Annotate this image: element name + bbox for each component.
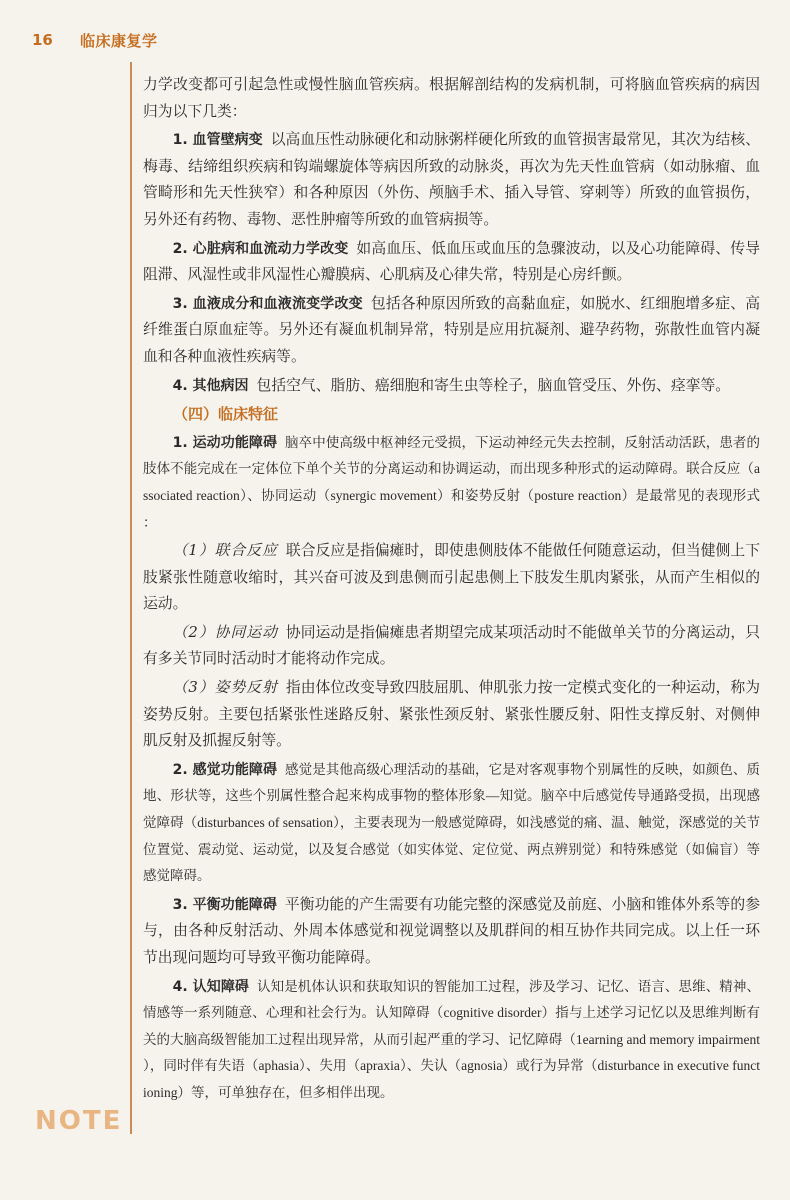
cause-text-1: 以高血压性动脉硬化和动脉粥样硬化所致的血管损害最常见，其次为结核、梅毒、结缔组织疾病和钩端螺旋体等病因所致的动脉炎，再次为先天性血管病（如动脉瘤、血管畸形和先天性狭窄）和各种原因（外伤、颅脑手术、插入导管、穿刺等）所致的血管损伤，另外还有药物、毒物、恶性肿瘤等所致的血管病损等。 [143, 131, 760, 228]
section-heading-clinical-features: （四）临床特征 [173, 405, 279, 424]
cause-text-4: 包括空气、脂肪、癌细胞和寄生虫等栓子，脑血管受压、外伤、痉挛等。 [256, 376, 731, 394]
feature-cognitive [143, 974, 760, 1107]
cause-item-1 [143, 127, 760, 233]
feature-motor-title: 1. 运动功能障碍 [172, 434, 278, 451]
motor-subitem-2-text: 协同运动是指偏瘫患者期望完成某项活动时不能做单关节的分离运动，只有多关节同时活动时才能将动作完成。 [143, 623, 760, 668]
cause-item-4 [143, 373, 760, 400]
feature-sensory-title: 2. 感觉功能障碍 [172, 761, 278, 778]
motor-subitem-2 [143, 620, 760, 673]
page-header [32, 28, 770, 52]
cause-title-3: 3. 血液成分和血液流变学改变 [172, 295, 363, 312]
motor-subitem-1-text: 联合反应是指偏瘫时，即使患侧肢体不能做任何随意运动，但当健侧上下肢紧张性随意收缩时，其兴奋可波及到患侧而引起患侧上下肢发生肌肉紧张，从而产生相似的运动。 [143, 542, 760, 613]
cause-item-3 [143, 291, 760, 371]
page-number: 16 [32, 31, 53, 49]
feature-sensory-text: 感觉是其他高级心理活动的基础，它是对客观事物个别属性的反映，如颜色、质地、形状等，这些个别属性整合起来构成事物的整体形象—知觉。脑卒中后感觉传导通路受损，出现感觉障碍（disturbances of sensation），主要表现为一般感觉障碍，如浅感觉的痛、温、触觉，深感觉的关节位置觉、震动觉、运动觉，以及复合感觉（如实体觉、定位觉、两点辨别觉）和特殊感觉（如偏盲）等感觉障碍。 [143, 761, 761, 884]
motor-subitem-3-title: （3）姿势反射 [172, 679, 278, 697]
cause-title-1: 1. 血管壁病变 [172, 132, 263, 149]
cause-item-2 [143, 236, 760, 289]
page-body [143, 72, 760, 1109]
feature-balance [143, 892, 760, 972]
margin-rule [130, 62, 132, 1134]
feature-motor-text: 脑卒中使高级中枢神经元受损，下运动神经元失去控制，反射活动活跃，患者的肢体不能完成在一定体位下单个关节的分离运动和协调运动，而出现多种形式的运动障碍。联合反应（associated reaction）、协同运动（synergic movement）和姿势反射（posture reaction）是最常见的表现形式： [143, 434, 761, 530]
intro-paragraph: 力学改变都可引起急性或慢性脑血管疾病。根据解剖结构的发病机制，可将脑血管疾病的病因归为以下几类： [143, 76, 760, 120]
feature-cognitive-title: 4. 认知障碍 [172, 978, 250, 995]
feature-motor [143, 430, 760, 536]
motor-subitem-3 [143, 675, 760, 755]
cause-text-3: 包括各种原因所致的高黏血症，如脱水、红细胞增多症、高纤维蛋白原血症等。另外还有凝血机制异常，特别是应用抗凝剂、避孕药物，弥散性血管内凝血和各种血液性疾病等。 [143, 294, 760, 365]
cause-text-2: 如高血压、低血压或血压的急骤波动，以及心功能障碍、传导阻滞、风湿性或非风湿性心瓣膜病、心肌病及心律失常，特别是心房纤颤。 [143, 239, 760, 284]
feature-sensory [143, 757, 760, 890]
motor-subitem-2-title: （2）协同运动 [172, 623, 278, 641]
feature-cognitive-text: 认知是机体认识和获取知识的智能加工过程，涉及学习、记忆、语言、思维、精神、情感等一系列随意、心理和社会行为。认知障碍（cognitive disorder）指与上述学习记忆以及思维判断有关的大脑高级智能加工过程出现异常，从而引起严重的学习、记忆障碍（1earning and memory impairment），同时伴有失语（aphasia）、失用（apraxia）、失认（agnosia）或行为异常（disturbance in executive functioning）等，可单独存在，但多相伴出现。 [143, 978, 760, 1100]
cause-title-4: 4. 其他病因 [172, 377, 249, 394]
cause-title-2: 2. 心脏病和血流动力学改变 [172, 240, 349, 257]
motor-subitem-1-title: （1）联合反应 [172, 542, 278, 560]
book-title: 临床康复学 [80, 31, 158, 50]
motor-subitem-1 [143, 538, 760, 618]
feature-balance-text: 平衡功能的产生需要有功能完整的深感觉及前庭、小脑和锥体外系等的参与，由各种反射活动、外周本体感觉和视觉调整以及肌群间的相互协作共同完成。以上任一环节出现问题均可导致平衡功能障碍。 [143, 895, 760, 966]
note-label: NOTE [35, 1106, 123, 1136]
motor-subitem-3-text: 指由体位改变导致四肢屈肌、伸肌张力按一定模式变化的一种运动，称为姿势反射。主要包括紧张性迷路反射、紧张性颈反射、紧张性腰反射、阳性支撑反射、对侧伸肌反射及抓握反射等。 [143, 679, 760, 750]
feature-balance-title: 3. 平衡功能障碍 [172, 896, 277, 913]
